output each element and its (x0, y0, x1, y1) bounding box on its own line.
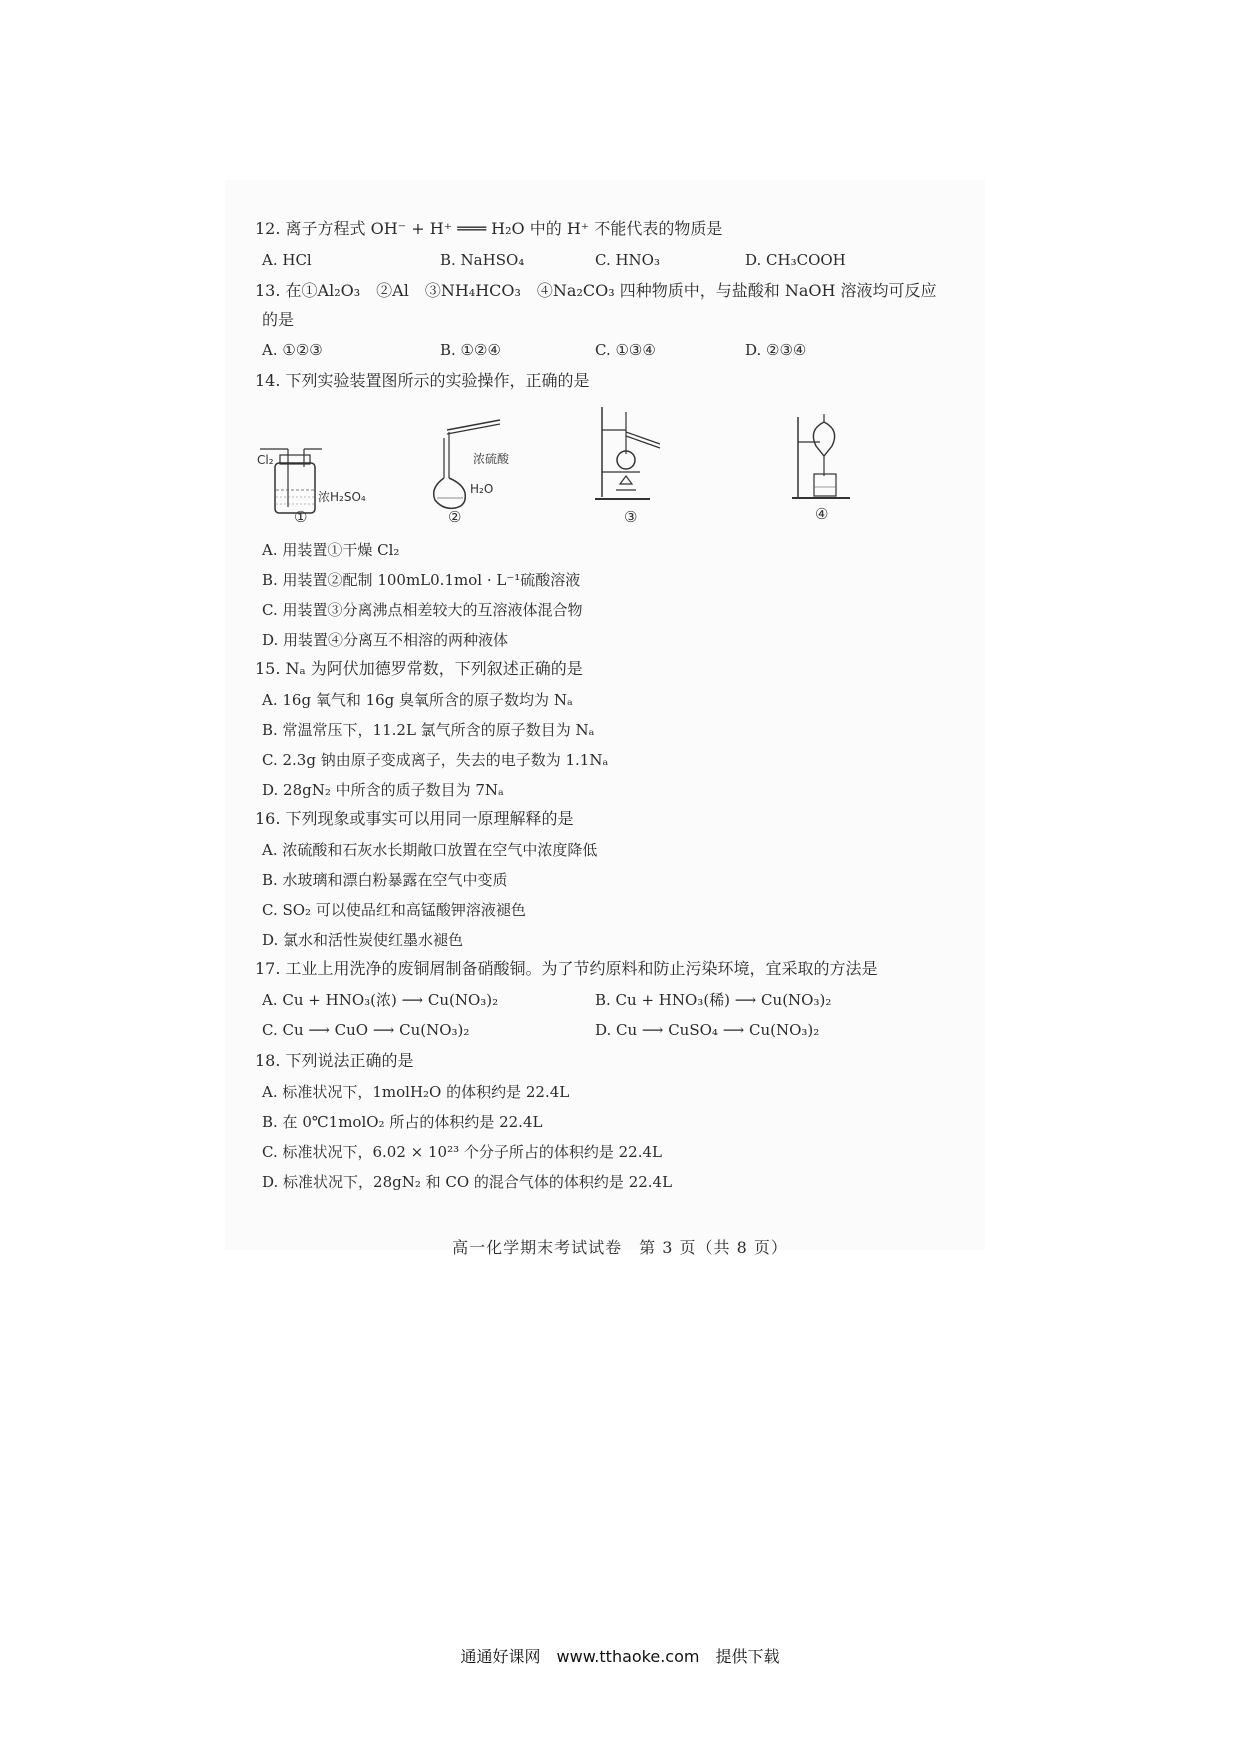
apparatus-3-distillation (590, 402, 680, 507)
q13-stem-cont: 的是 (262, 310, 295, 329)
q17-option-a: A. Cu + HNO₃(浓) ⟶ Cu(NO₃)₂ (262, 991, 499, 1009)
q15-option-a: A. 16g 氧气和 16g 臭氧所含的原子数均为 Nₐ (262, 691, 573, 709)
q14-option-d: D. 用装置④分离互不相溶的两种液体 (262, 631, 509, 649)
apparatus-1-number: ① (294, 508, 308, 526)
apparatus-1-label-h2so4: 浓H₂SO₄ (318, 490, 366, 504)
q18-option-b: B. 在 0℃1molO₂ 所占的体积约是 22.4L (262, 1113, 543, 1131)
apparatus-1-label-cl2: Cl₂ (257, 453, 274, 467)
q14-option-a: A. 用装置①干燥 Cl₂ (262, 541, 400, 559)
q14-stem: 14. 下列实验装置图所示的实验操作，正确的是 (255, 371, 590, 390)
q16-option-d: D. 氯水和活性炭使红墨水褪色 (262, 931, 464, 949)
q15-option-c: C. 2.3g 钠由原子变成离子，失去的电子数为 1.1Nₐ (262, 751, 609, 769)
apparatus-2-number: ② (448, 508, 462, 526)
q18-option-c: C. 标准状况下，6.02 × 10²³ 个分子所占的体积约是 22.4L (262, 1143, 662, 1161)
q16-option-c: C. SO₂ 可以使品红和高锰酸钾溶液褪色 (262, 901, 526, 919)
exam-page-footer: 高一化学期末考试试卷 第 3 页（共 8 页） (452, 1238, 788, 1257)
q17-option-c: C. Cu ⟶ CuO ⟶ Cu(NO₃)₂ (262, 1021, 470, 1039)
q18-option-a: A. 标准状况下，1molH₂O 的体积约是 22.4L (262, 1083, 570, 1101)
q12-stem: 12. 离子方程式 OH⁻ + H⁺ ═══ H₂O 中的 H⁺ 不能代表的物质是 (255, 219, 723, 238)
q13-option-d: D. ②③④ (745, 341, 807, 359)
apparatus-4-separatory-funnel (790, 412, 860, 502)
download-source-footer: 通通好课网 www.tthaoke.com 提供下载 (460, 1647, 780, 1666)
apparatus-3-number: ③ (624, 508, 638, 526)
q14-option-b: B. 用装置②配制 100mL0.1mol · L⁻¹硫酸溶液 (262, 571, 581, 589)
q17-option-d: D. Cu ⟶ CuSO₄ ⟶ Cu(NO₃)₂ (595, 1021, 820, 1039)
q12-option-d: D. CH₃COOH (745, 251, 846, 269)
q15-option-b: B. 常温常压下，11.2L 氯气所含的原子数目为 Nₐ (262, 721, 595, 739)
q14-option-c: C. 用装置③分离沸点相差较大的互溶液体混合物 (262, 601, 583, 619)
q17-stem: 17. 工业上用洗净的废铜屑制备硝酸铜。为了节约原料和防止污染环境，宜采取的方法是 (255, 959, 878, 978)
q12-option-b: B. NaHSO₄ (440, 251, 525, 269)
apparatus-2-label-water: H₂O (470, 482, 494, 496)
q16-option-b: B. 水玻璃和漂白粉暴露在空气中变质 (262, 871, 508, 889)
q18-stem: 18. 下列说法正确的是 (255, 1051, 414, 1070)
q13-option-c: C. ①③④ (595, 341, 656, 359)
apparatus-4-number: ④ (815, 505, 829, 523)
q13-option-b: B. ①②④ (440, 341, 501, 359)
q12-option-a: A. HCl (262, 251, 312, 269)
q16-stem: 16. 下列现象或事实可以用同一原理解释的是 (255, 809, 574, 828)
q15-option-d: D. 28gN₂ 中所含的质子数目为 7Nₐ (262, 781, 504, 799)
q15-stem: 15. Nₐ 为阿伏加德罗常数，下列叙述正确的是 (255, 659, 583, 678)
q12-option-c: C. HNO₃ (595, 251, 660, 269)
q17-option-b: B. Cu + HNO₃(稀) ⟶ Cu(NO₃)₂ (595, 991, 832, 1009)
apparatus-2-label-conc-acid: 浓硫酸 (473, 452, 510, 466)
q13-option-a: A. ①②③ (262, 341, 323, 359)
q16-option-a: A. 浓硫酸和石灰水长期敞口放置在空气中浓度降低 (262, 841, 598, 859)
q18-option-d: D. 标准状况下，28gN₂ 和 CO 的混合气体的体积约是 22.4L (262, 1173, 673, 1191)
q13-stem: 13. 在①Al₂O₃ ②Al ③NH₄HCO₃ ④Na₂CO₃ 四种物质中，与盐酸和 NaOH 溶液均可反应 (255, 281, 937, 300)
